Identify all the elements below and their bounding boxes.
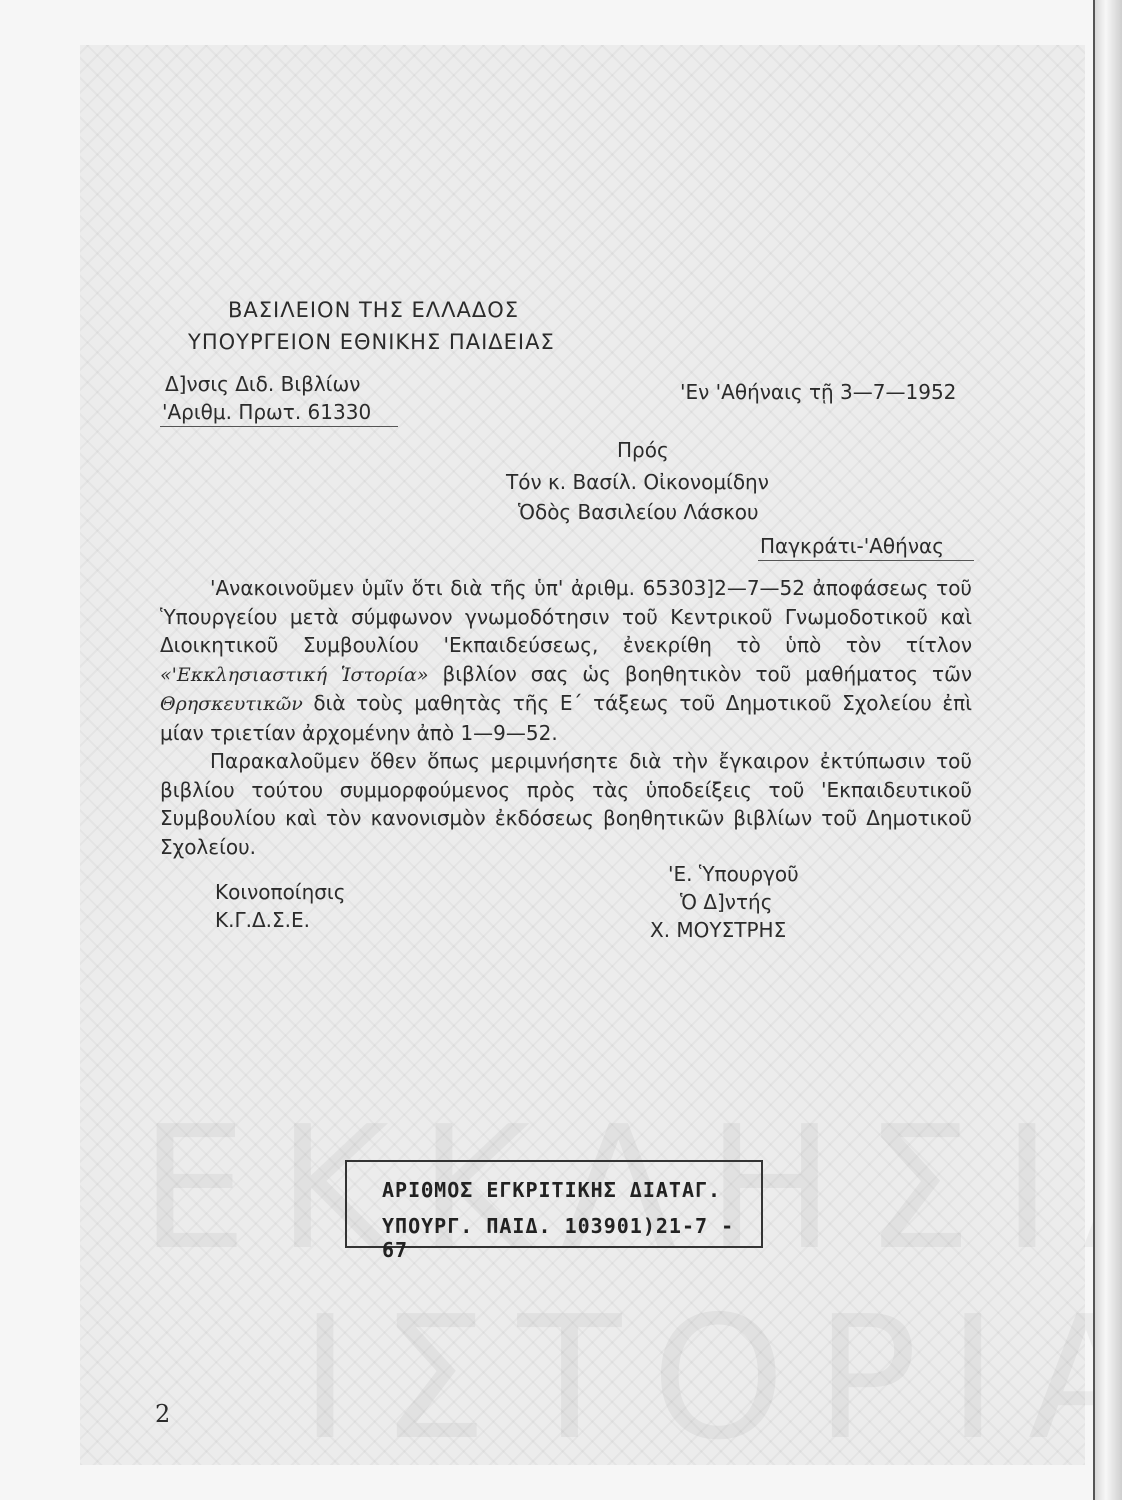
stamp-line-2: ΥΠΟΥΡΓ. ΠΑΙΔ. 103901)21-7 - 67 bbox=[382, 1214, 735, 1262]
stamp-line-1: ΑΡΙΘΜΟΣ ΕΓΚΡΙΤΙΚΗΣ ΔΙΑΤΑΓ. bbox=[382, 1178, 722, 1202]
signature-title: 'Ε. Ὑπουργοῦ bbox=[668, 862, 799, 886]
signature-name: Χ. ΜΟΥΣΤΡΗΣ bbox=[650, 918, 787, 942]
signature-role: Ὁ Δ]ντής bbox=[680, 890, 773, 914]
reference-protocol: 'Αριθμ. Πρωτ. 61330 bbox=[162, 400, 372, 424]
recipient-pros: Πρός bbox=[617, 438, 669, 462]
letter-body bbox=[160, 574, 972, 861]
cc-label: Κοινοποίησις bbox=[215, 880, 346, 904]
reference-underline bbox=[160, 426, 398, 427]
approval-stamp bbox=[345, 1160, 763, 1262]
letter-date: 'Εν 'Αθήναις τῇ 3—7—1952 bbox=[680, 380, 957, 404]
binding-edge bbox=[1093, 0, 1122, 1500]
recipient-city-underline bbox=[758, 560, 974, 561]
header-kingdom: ΒΑΣΙΛΕΙΟΝ ΤΗΣ ΕΛΛΑΔΟΣ bbox=[228, 298, 520, 322]
header-ministry: ΥΠΟΥΡΓΕΙΟΝ ΕΘΝΙΚΗΣ ΠΑΙΔΕΙΑΣ bbox=[188, 330, 555, 354]
recipient-name: Τόν κ. Βασίλ. Οἰκονομίδην bbox=[506, 470, 769, 494]
watermark-cover-letters-bottom bbox=[300, 1280, 1122, 1478]
subject-name: Θρησκευτικῶν bbox=[160, 693, 303, 715]
book-title: «'Εκκλησιαστική Ἱστορία» bbox=[160, 663, 429, 686]
reference-department: Δ]νσις Διδ. Βιβλίων bbox=[165, 372, 361, 396]
body-paragraph-1: 'Ανακοινοῦμεν ὑμῖν ὅτι διὰ τῆς ὑπ' ἀριθμ. 65303]2—7—52 ἀποφάσεως τοῦ Ὑπουργείου μετὰ σύμφωνον γνωμοδότησιν τοῦ Κεντρικοῦ Γνωμοδοτικοῦ καὶ Διοικητικοῦ Συμβουλίου 'Εκπαιδεύσεως, ἐνεκρίθη τὸ ὑπὸ τὸν τίτλον «'Εκκλησιαστική Ἱστορία» βιβλίον σας ὡς βοηθητικὸν τοῦ μαθήματος τῶν Θρησκευτικῶν διὰ τοὺς μαθητὰς τῆς Ε΄ τάξεως τοῦ Δημοτικοῦ Σχολείου ἐπὶ μίαν τριετίαν ἀρχομένην ἀπὸ 1—9—52. bbox=[160, 576, 973, 745]
recipient-street: Ὁδὸς Βασιλείου Λάσκου bbox=[518, 500, 759, 524]
body-paragraph-2: Παρακαλοῦμεν ὅθεν ὅπως μεριμνήσητε διὰ τὴν ἔγκαιρον ἐκτύπωσιν τοῦ βιβλίου τούτου συμμορφούμενος πρὸς τὰς ὑποδείξεις τοῦ 'Εκπαιδευτικοῦ Συμβουλίου καὶ τὸν κανονισμὸν ἐκδόσεως βοηθητικῶν βιβλίων τοῦ Δημοτικοῦ Σχολείου. bbox=[160, 749, 972, 859]
cc-value: Κ.Γ.Δ.Σ.Ε. bbox=[215, 908, 310, 932]
page-number: 2 bbox=[155, 1400, 171, 1428]
recipient-city: Παγκράτι-'Αθήνας bbox=[760, 534, 944, 558]
